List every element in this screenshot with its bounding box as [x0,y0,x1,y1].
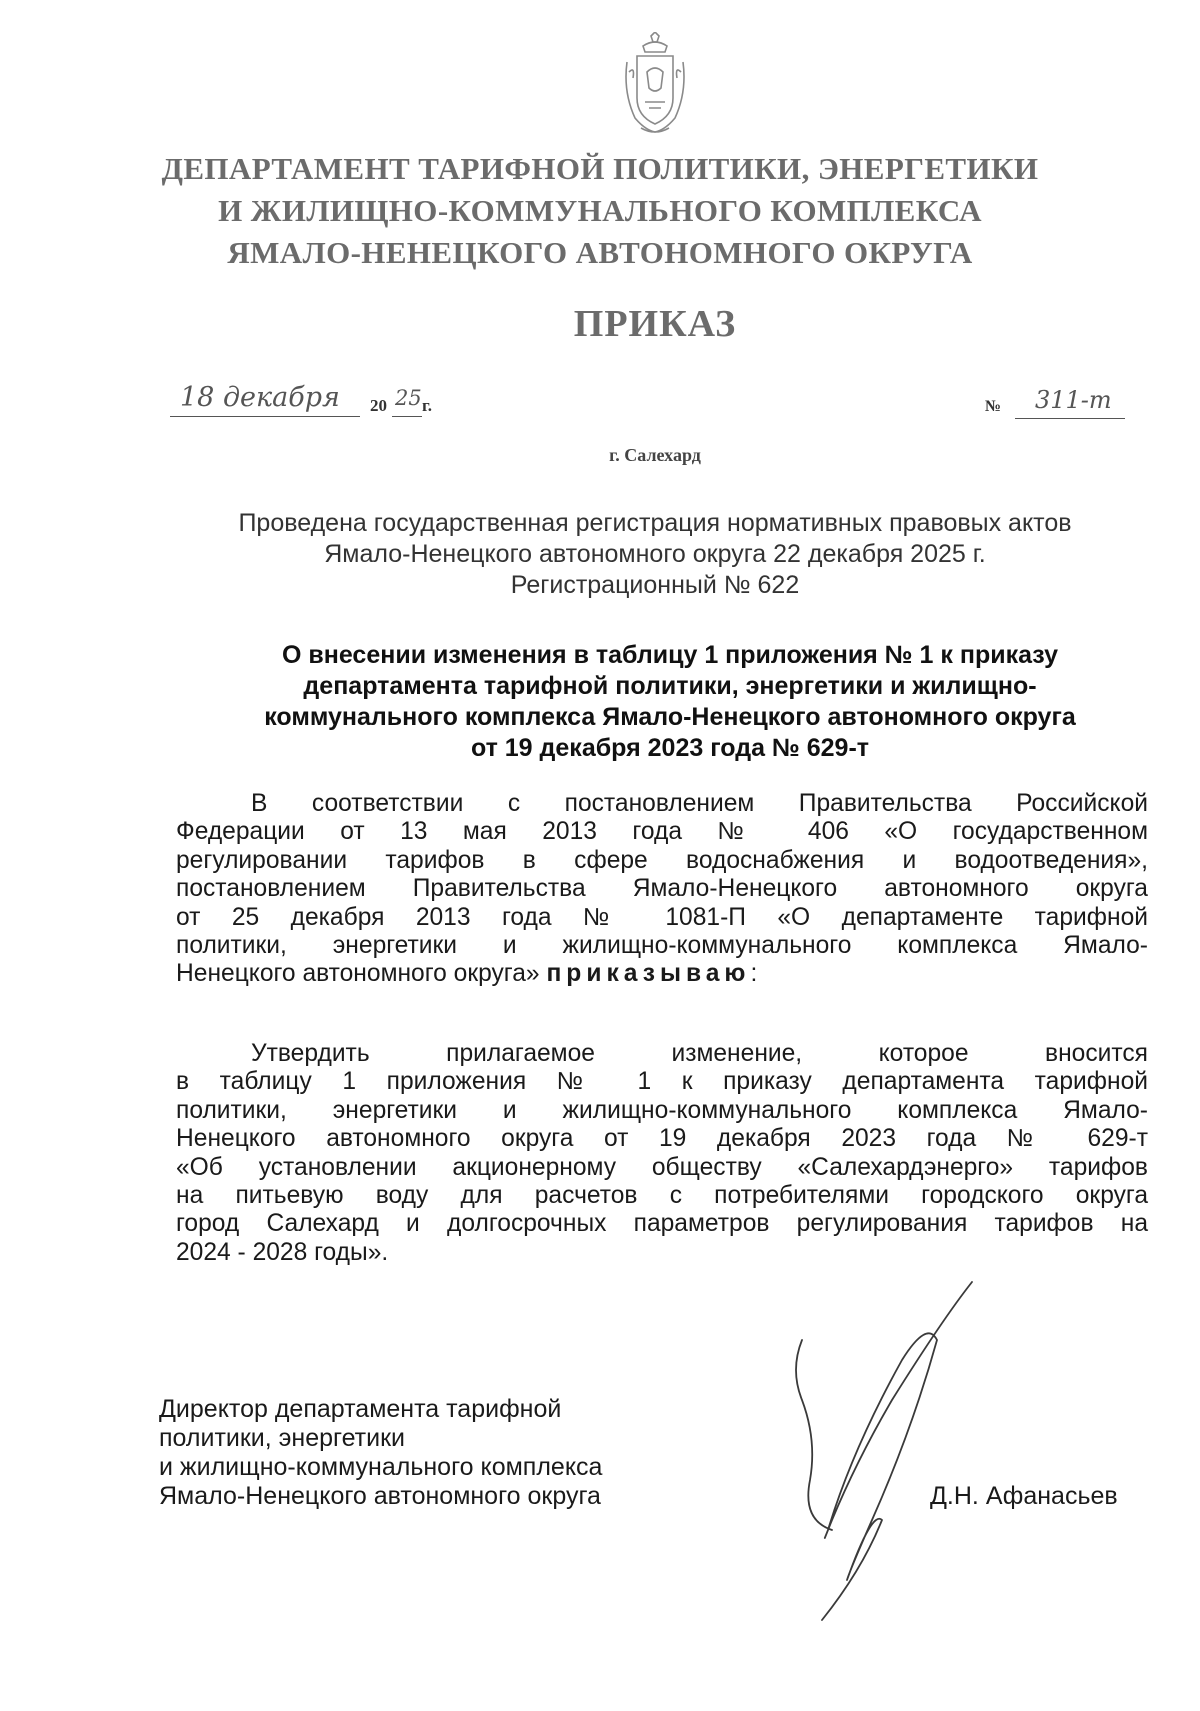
paragraph-line: Федерации от 13 мая 2013 года № 406 «О государственном [176,818,1148,846]
handwritten-signature [762,1280,992,1630]
paragraph-line: В соответствии с постановлением Правительства Российской [251,790,1148,817]
subject-line: от 19 декабря 2023 года № 629-т [470,734,870,762]
paragraph-line: политики, энергетики и жилищно-коммунального комплекса Ямало- [176,932,1148,960]
date-year-suffix: 25 [395,386,422,410]
date-year-prefix: 20 [370,396,387,415]
subject-line: коммунального комплекса Ямало-Ненецкого автономного округа [264,703,1076,731]
paragraph-line: Ненецкого автономного округа от 19 декабря 2023 года № 629-т [176,1125,1148,1153]
order-subject [170,640,1170,764]
subject-line: департамента тарифной политики, энергетики и жилищно- [303,672,1037,700]
paragraph-line: от 25 декабря 2013 года № 1081-П «О департаменте тарифной [176,903,1148,931]
paragraph-line: регулировании тарифов в сфере водоснабжения и водоотведения», [176,846,1148,874]
paragraph-last-line [176,960,1148,988]
paragraph-line: постановлением Правительства Ямало-Ненецкого автономного округа [176,875,1148,903]
date-day-month: 18 декабря [180,382,340,413]
signer-position-line: политики, энергетики [159,1424,405,1452]
number-underline [1015,418,1125,419]
signer-position-line: Ямало-Ненецкого автономного округа [159,1482,601,1510]
paragraph-line: город Салехард и долгосрочных параметров регулирования тарифов на [176,1210,1148,1238]
registration-line: Регистрационный № 622 [510,571,800,599]
paragraph-line: в таблицу 1 приложения № 1 к приказу департамента тарифной [176,1068,1148,1096]
number-value: 311-т [1035,386,1112,414]
paragraph-line: 2024 - 2028 годы». [176,1238,389,1266]
signer-position-line: и жилищно-коммунального комплекса [159,1453,603,1481]
department-line: ДЕПАРТАМЕНТ ТАРИФНОЙ ПОЛИТИКИ, ЭНЕРГЕТИКИ [161,151,1039,186]
number-sign: № [985,398,1002,415]
coat-of-arms-icon [621,32,689,138]
date-year-marker: г. [422,396,433,415]
paragraph-end: : [750,960,758,988]
department-name [100,148,1100,274]
subject-line: О внесении изменения в таблицу 1 приложения № 1 к приказу [281,641,1059,669]
registration-line: Ямало-Ненецкого автономного округа 22 декабря 2025 г. [324,540,986,568]
registration-note [150,508,1160,601]
signer-position [159,1395,602,1511]
order-paragraph [176,1040,1148,1267]
department-line: ЯМАЛО-НЕНЕЦКОГО АВТОНОМНОГО ОКРУГА [227,235,973,270]
preamble-paragraph [176,790,1148,989]
document-type: ПРИКАЗ [573,303,737,345]
document-date [170,382,450,432]
city: г. Салехард [609,445,701,465]
paragraph-line: «Об установлении акционерному обществу «Салехардэнерго» тарифов [176,1153,1148,1181]
paragraph-line: на питьевую воду для расчетов с потребителями городского округа [176,1182,1148,1210]
paragraph-line: политики, энергетики и жилищно-коммунального комплекса Ямало- [176,1096,1148,1124]
date-underline [170,416,360,417]
decree-word: приказываю [546,960,751,988]
year-underline [392,416,422,417]
signer-position-line: Директор департамента тарифной [159,1395,562,1423]
registration-line: Проведена государственная регистрация нормативных правовых актов [238,509,1072,537]
department-line: И ЖИЛИЩНО-КОММУНАЛЬНОГО КОМПЛЕКСА [218,193,982,228]
document-number [985,388,1135,428]
paragraph-line: Ненецкого автономного округа» [176,960,540,988]
signer-name: Д.Н. Афанасьев [930,1482,1118,1510]
paragraph-line: Утвердить прилагаемое изменение, которое вносится [251,1040,1148,1067]
